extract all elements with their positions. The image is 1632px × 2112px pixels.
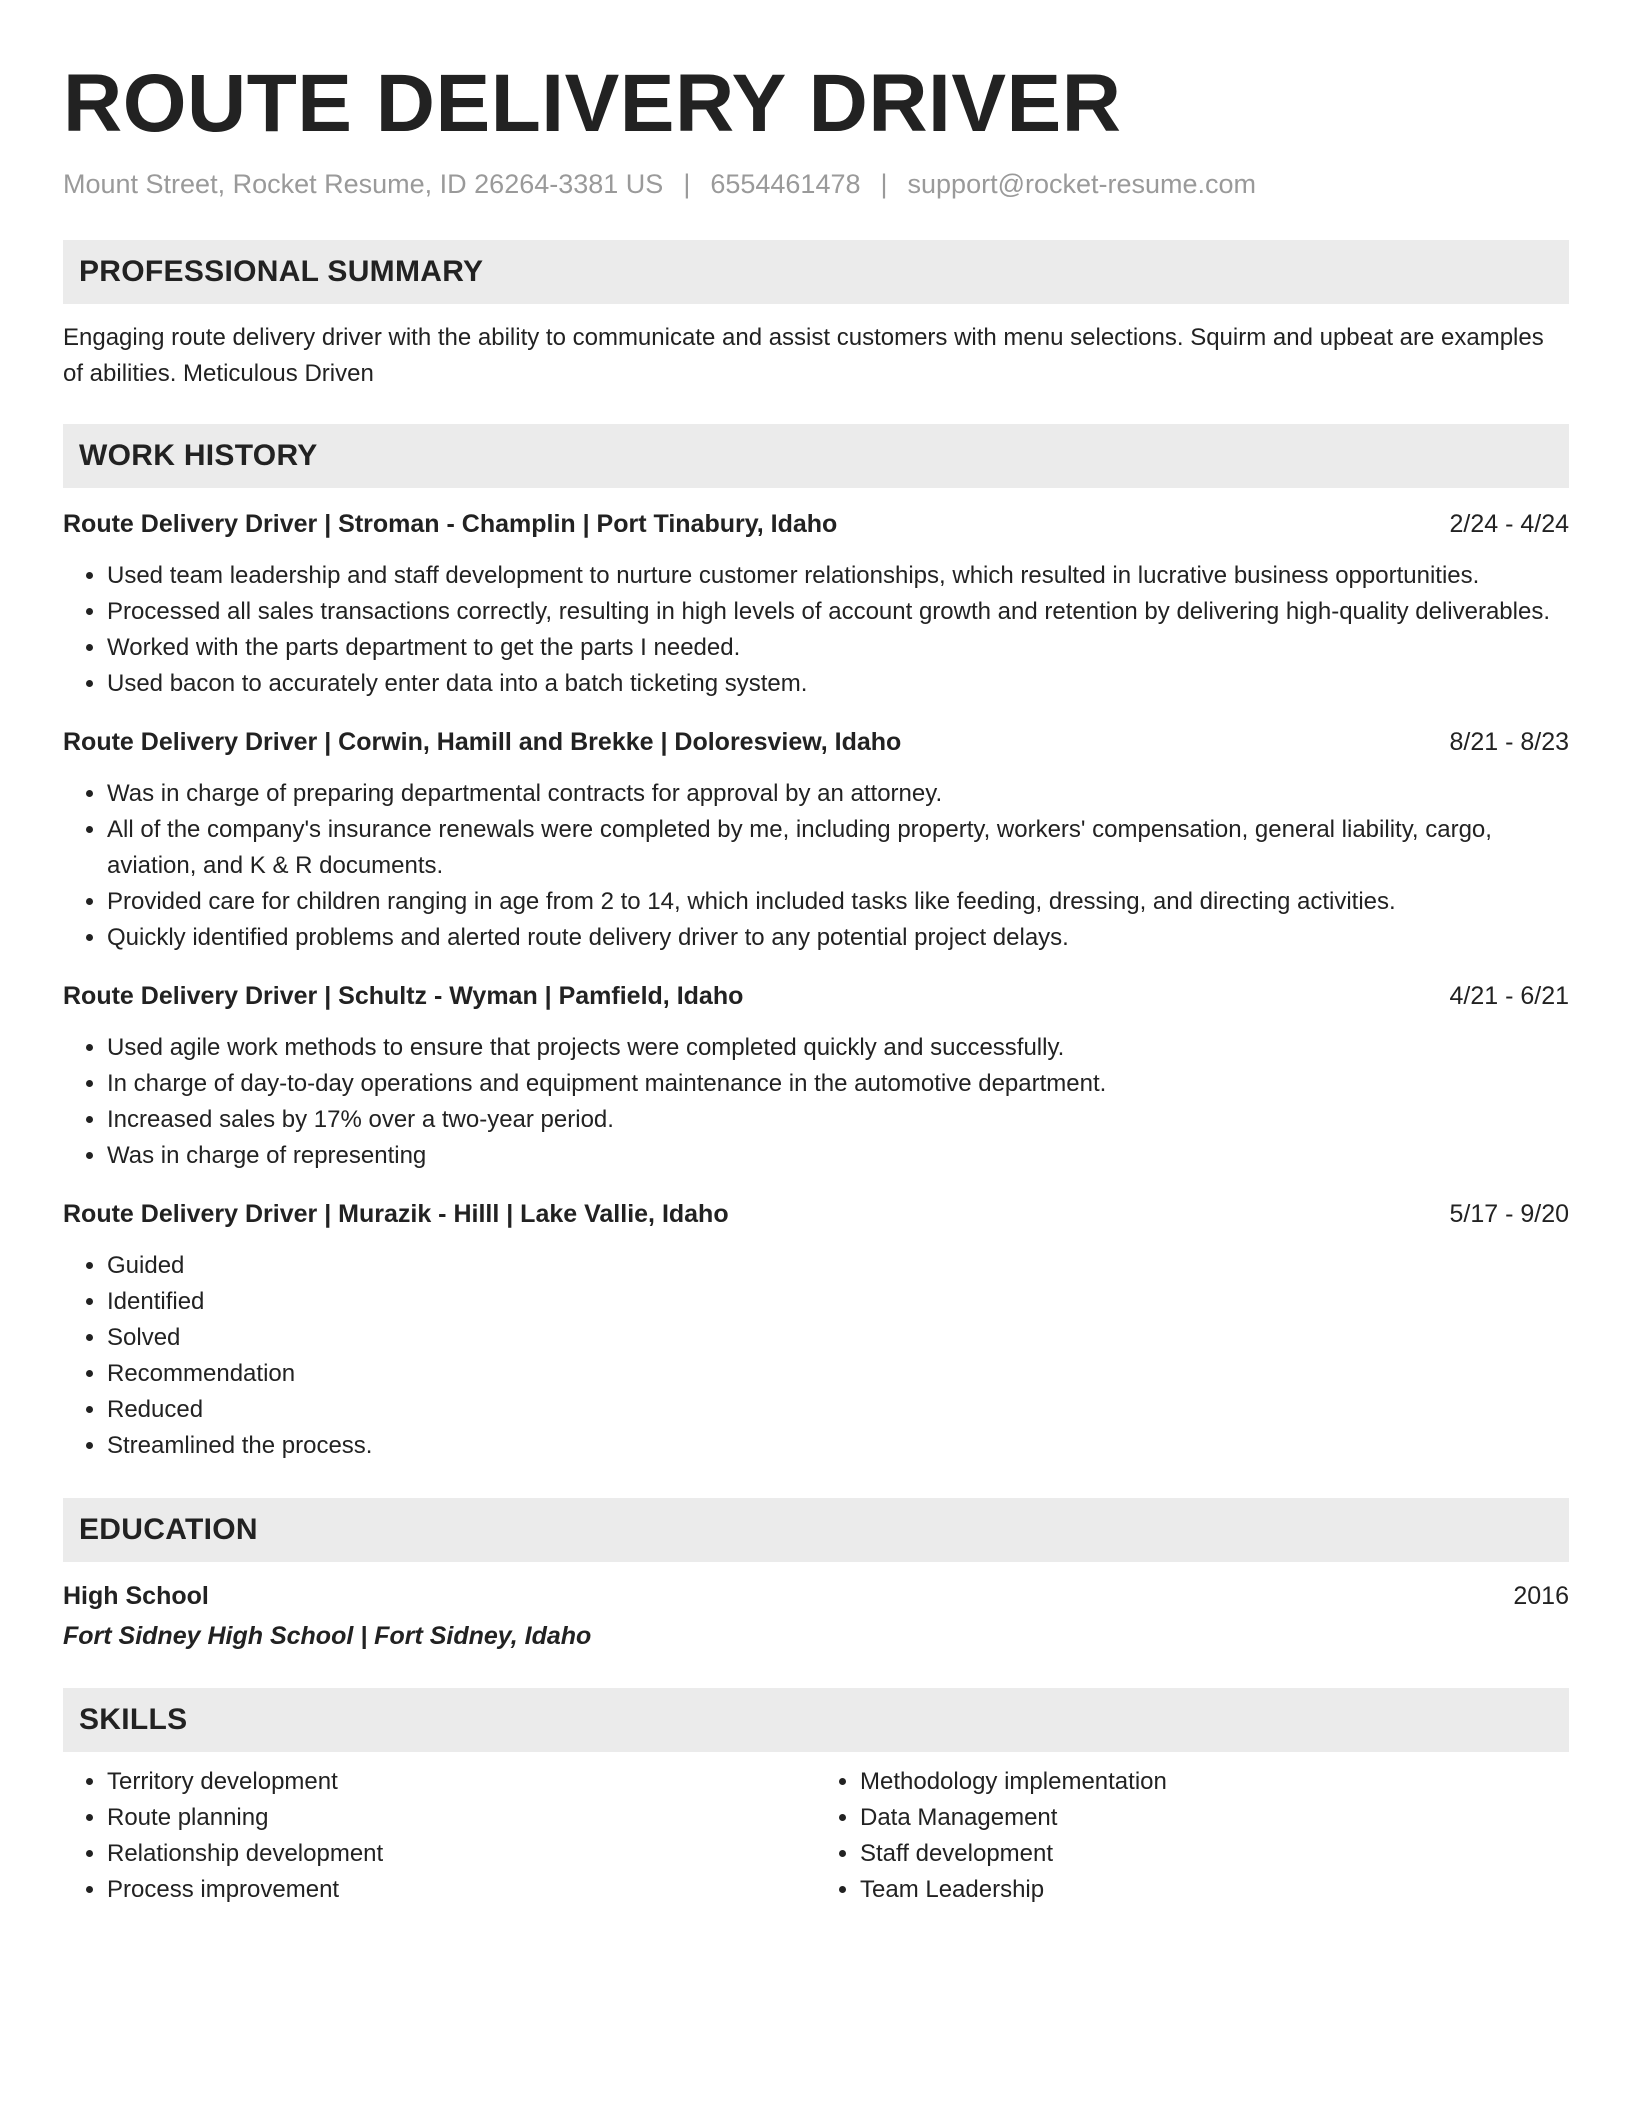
skills-heading: SKILLS	[79, 1703, 188, 1736]
list-item: • Reduced	[107, 1392, 1569, 1428]
job-entry	[63, 1196, 1569, 1464]
list-item: • Was in charge of preparing departmental contracts for approval by an attorney.	[107, 776, 1569, 812]
skills-columns	[63, 1764, 1569, 1908]
education-header	[63, 1578, 1569, 1614]
job-dates: 2/24 - 4/24	[1449, 510, 1569, 538]
list-item: • Was in charge of representing	[107, 1138, 1569, 1174]
job-bullets	[63, 1030, 1569, 1174]
resume-name: ROUTE DELIVERY DRIVER	[63, 58, 1122, 149]
list-item: • Recommendation	[107, 1356, 1569, 1392]
skill-item: • Methodology implementation	[860, 1764, 1569, 1800]
list-item: • Solved	[107, 1320, 1569, 1356]
job-header	[63, 1196, 1569, 1232]
job-bullets	[63, 776, 1569, 956]
job-header	[63, 978, 1569, 1014]
work-heading-bar	[63, 424, 1569, 488]
list-item: • Processed all sales transactions correctly, resulting in high levels of account growth and retention by delivering high-quality deliverables.	[107, 594, 1569, 630]
job-entry	[63, 724, 1569, 956]
work-heading: WORK HISTORY	[79, 439, 318, 472]
list-item: • Worked with the parts department to get the parts I needed.	[107, 630, 1569, 666]
list-item: • Identified	[107, 1284, 1569, 1320]
education-degree: High School	[63, 1582, 209, 1610]
summary-text: Engaging route delivery driver with the ability to communicate and assist customers with menu selections. Squirm and upbeat are examples of abilities. Meticulous Driven	[63, 324, 1544, 387]
education-heading-bar	[63, 1498, 1569, 1562]
job-title: Route Delivery Driver | Stroman - Champlin | Port Tinabury, Idaho	[63, 510, 838, 538]
job-bullets	[63, 1248, 1569, 1464]
job-entry	[63, 506, 1569, 702]
job-bullets	[63, 558, 1569, 702]
summary-heading: PROFESSIONAL SUMMARY	[79, 255, 484, 288]
summary-heading-bar	[63, 240, 1569, 304]
job-dates: 8/21 - 8/23	[1449, 728, 1569, 756]
job-dates: 4/21 - 6/21	[1449, 982, 1569, 1010]
skill-item: • Route planning	[107, 1800, 816, 1836]
list-item: • Increased sales by 17% over a two-year period.	[107, 1102, 1569, 1138]
contact-email: support@rocket-resume.com	[907, 169, 1257, 199]
job-title: Route Delivery Driver | Corwin, Hamill and Brekke | Doloresview, Idaho	[63, 728, 902, 756]
list-item: • Used bacon to accurately enter data into a batch ticketing system.	[107, 666, 1569, 702]
skills-heading-bar	[63, 1688, 1569, 1752]
job-header	[63, 506, 1569, 542]
list-item: • All of the company's insurance renewals were completed by me, including property, workers' compensation, general liability, cargo, aviation, and K & R documents.	[107, 812, 1569, 884]
skill-item: • Data Management	[860, 1800, 1569, 1836]
list-item: • Used team leadership and staff development to nurture customer relationships, which resulted in lucrative business opportunities.	[107, 558, 1569, 594]
job-header	[63, 724, 1569, 760]
list-item: • Provided care for children ranging in age from 2 to 14, which included tasks like feeding, dressing, and directing activities.	[107, 884, 1569, 920]
education-year: 2016	[1513, 1582, 1569, 1610]
skill-item: • Staff development	[860, 1836, 1569, 1872]
contact-separator: |	[683, 169, 691, 199]
education-heading: EDUCATION	[79, 1513, 258, 1546]
contact-separator: |	[880, 169, 888, 199]
skill-item: • Process improvement	[107, 1872, 816, 1908]
education-school: Fort Sidney High School | Fort Sidney, Idaho	[63, 1622, 592, 1650]
list-item: • Guided	[107, 1248, 1569, 1284]
skills-left-list	[63, 1764, 816, 1908]
list-item: • Used agile work methods to ensure that projects were completed quickly and successfully.	[107, 1030, 1569, 1066]
job-title: Route Delivery Driver | Schultz - Wyman | Pamfield, Idaho	[63, 982, 744, 1010]
contact-address: Mount Street, Rocket Resume, ID 26264-3381 US	[63, 169, 664, 199]
job-entry	[63, 978, 1569, 1174]
list-item: • In charge of day-to-day operations and equipment maintenance in the automotive department.	[107, 1066, 1569, 1102]
list-item: • Quickly identified problems and alerted route delivery driver to any potential project delays.	[107, 920, 1569, 956]
contact-line	[63, 166, 1569, 202]
job-title: Route Delivery Driver | Murazik - Hilll | Lake Vallie, Idaho	[63, 1200, 729, 1228]
skill-item: • Territory development	[107, 1764, 816, 1800]
job-dates: 5/17 - 9/20	[1449, 1200, 1569, 1228]
contact-phone: 6554461478	[710, 169, 861, 199]
skill-item: • Team Leadership	[860, 1872, 1569, 1908]
list-item: • Streamlined the process.	[107, 1428, 1569, 1464]
education-entry	[63, 1578, 1569, 1654]
skills-right-list	[816, 1764, 1569, 1908]
skill-item: • Relationship development	[107, 1836, 816, 1872]
